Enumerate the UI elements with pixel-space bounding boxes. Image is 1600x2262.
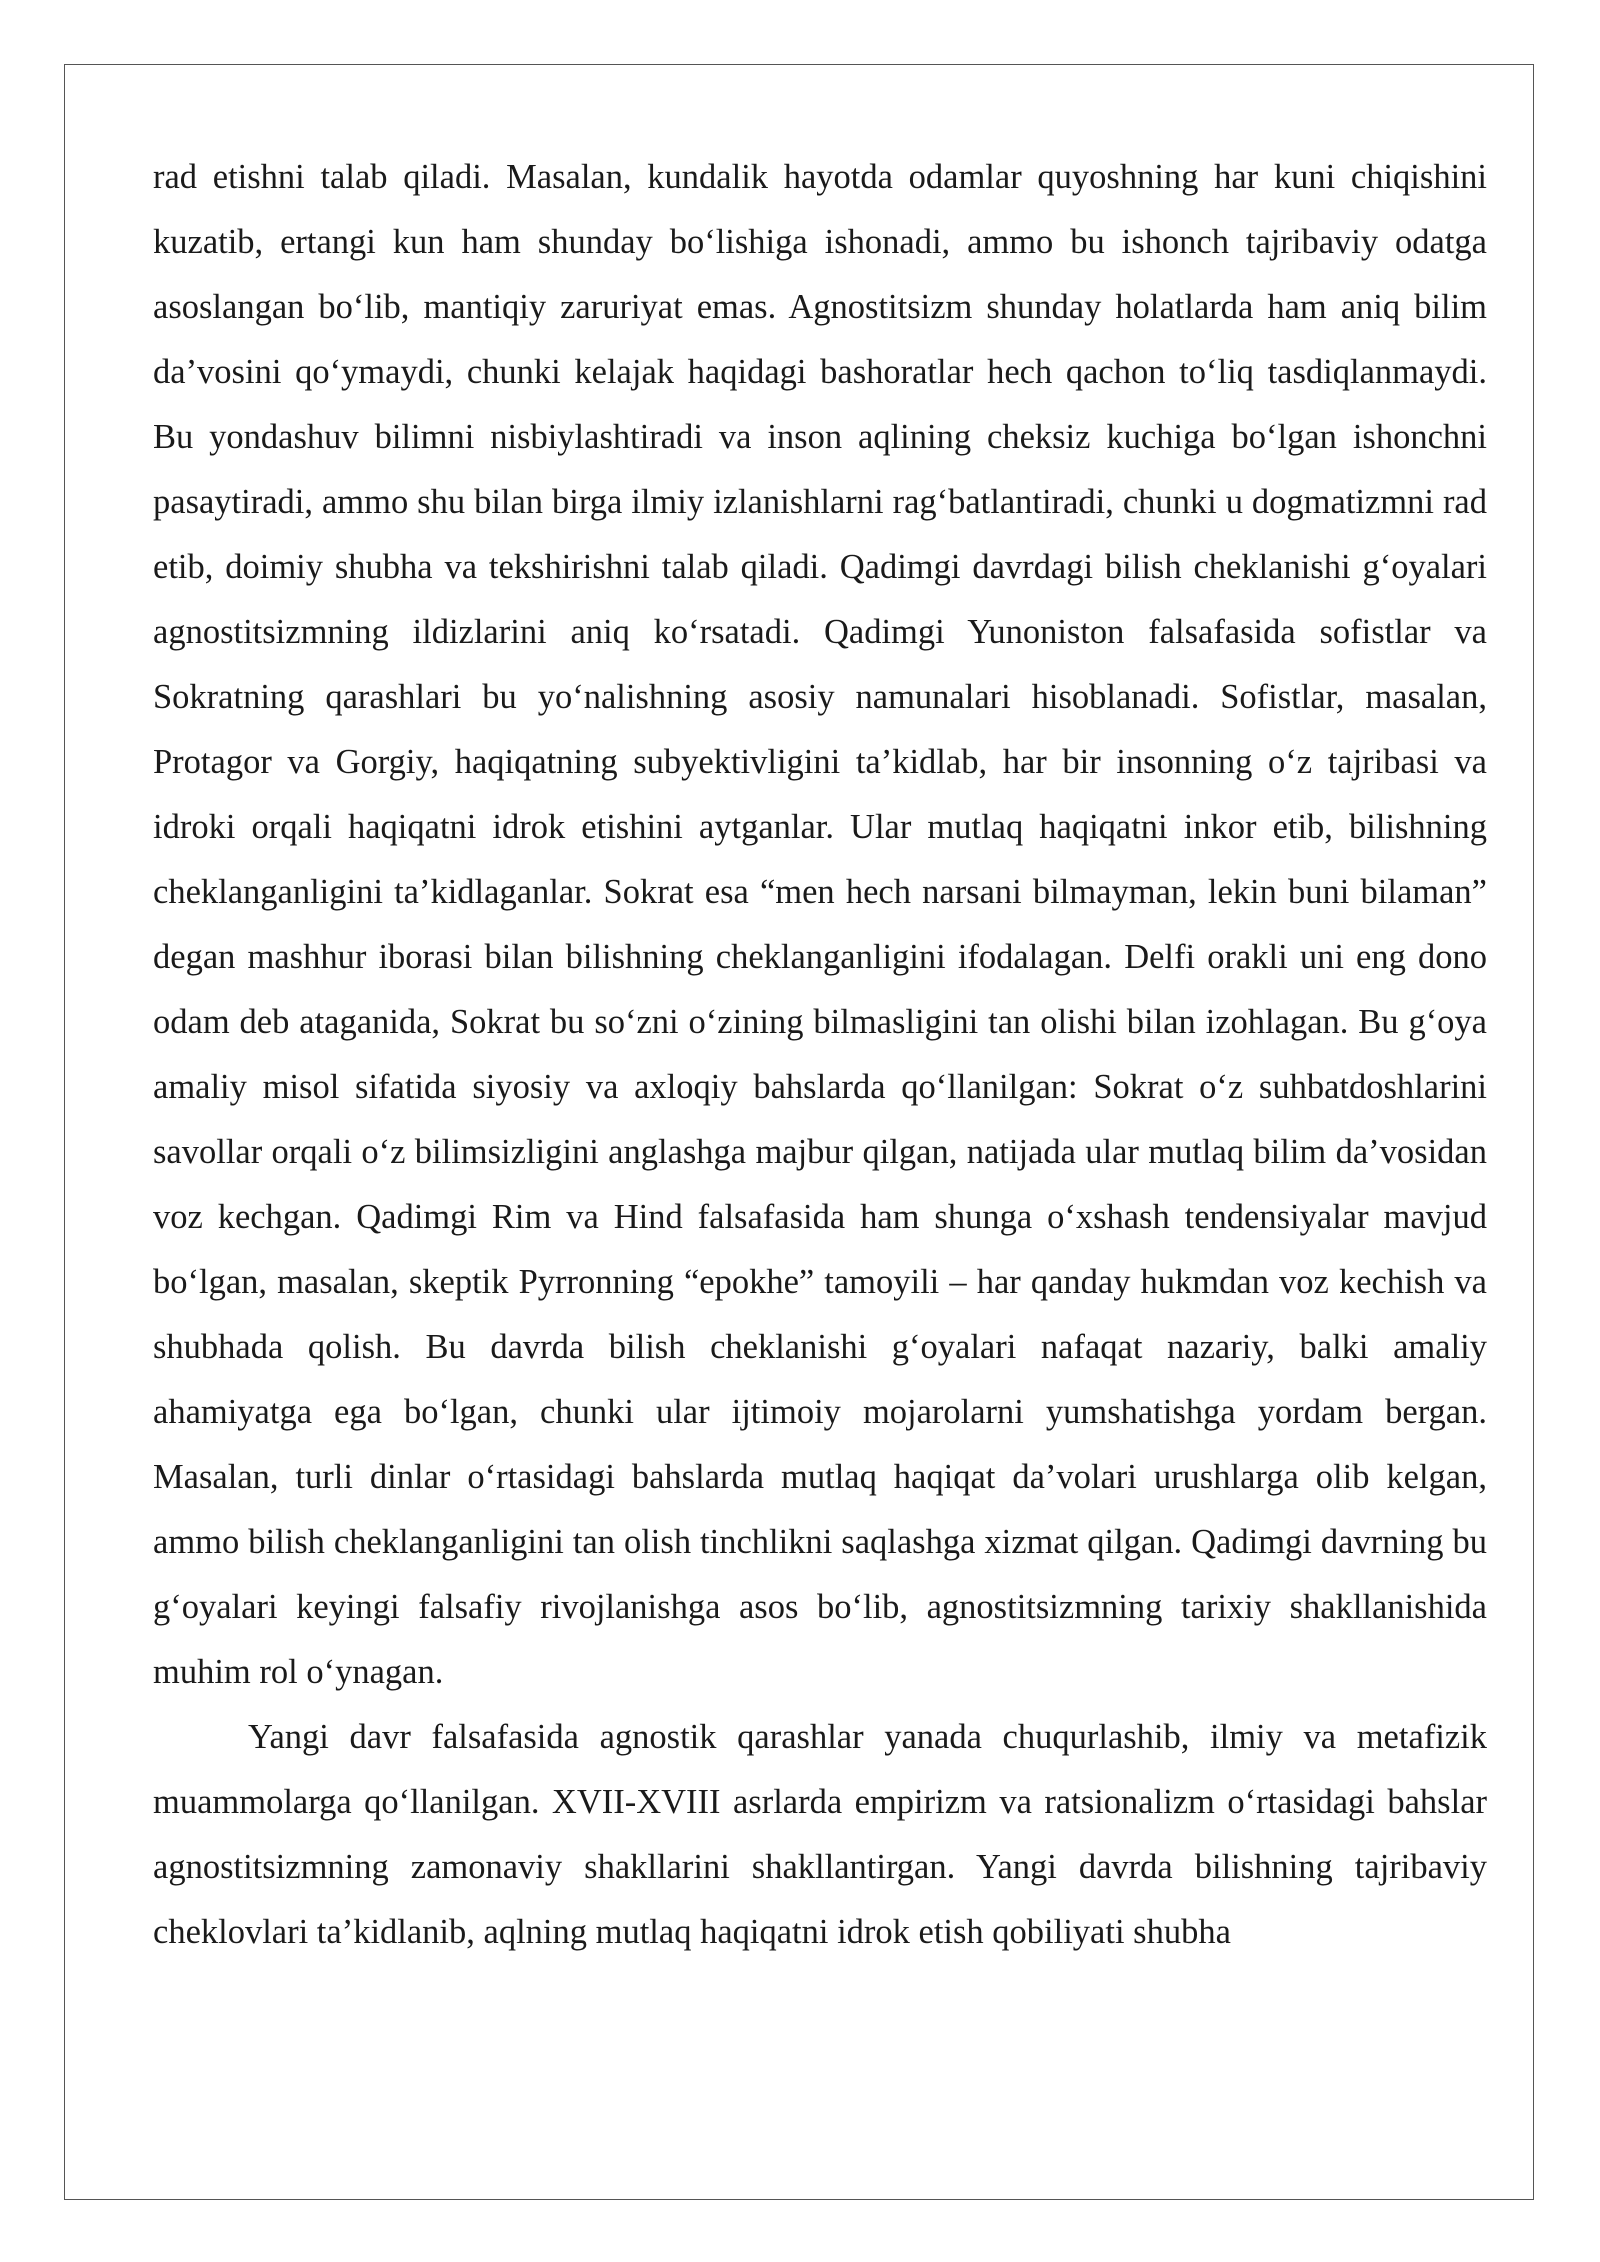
document-body [153, 145, 1487, 1965]
paragraph-1: rad etishni talab qiladi. Masalan, kundalik hayotda odamlar quyoshning har kuni chiqishini kuzatib, ertangi kun ham shunday boʻlishiga ishonadi, ammo bu ishonch tajribaviy odatga asoslangan boʻlib, mantiqiy zaruriyat emas. Agnostitsizm shunday holatlarda ham aniq bilim da’vosini qoʻymaydi, chunki kelajak haqidagi bashoratlar hech qachon toʻliq tasdiqlanmaydi. Bu yondashuv bilimni nisbiylashtiradi va inson aqlining cheksiz kuchiga boʻlgan ishonchni pasaytiradi, ammo shu bilan birga ilmiy izlanishlarni ragʻbatlantiradi, chunki u dogmatizmni rad etib, doimiy shubha va tekshirishni talab qiladi. Qadimgi davrdagi bilish cheklanishi gʻoyalari agnostitsizmning ildizlarini aniq koʻrsatadi. Qadimgi Yunoniston falsafasida sofistlar va Sokratning qarashlari bu yoʻnalishning asosiy namunalari hisoblanadi. Sofistlar, masalan, Protagor va Gorgiy, haqiqatning subyektivligini ta’kidlab, har bir insonning oʻz tajribasi va idroki orqali haqiqatni idrok etishini aytganlar. Ular mutlaq haqiqatni inkor etib, bilishning cheklanganligini ta’kidlaganlar. Sokrat esa “men hech narsani bilmayman, lekin buni bilaman” degan mashhur iborasi bilan bilishning cheklanganligini ifodalagan. Delfi orakli uni eng dono odam deb ataganida, Sokrat bu soʻzni oʻzining bilmasligini tan olishi bilan izohlagan. Bu gʻoya amaliy misol sifatida siyosiy va axloqiy bahslarda qoʻllanilgan: Sokrat oʻz suhbatdoshlarini savollar orqali oʻz bilimsizligini anglashga majbur qilgan, natijada ular mutlaq bilim da’vosidan voz kechgan. Qadimgi Rim va Hind falsafasida ham shunga oʻxshash tendensiyalar mavjud boʻlgan, masalan, skeptik Pyrronning “epokhe” tamoyili – har qanday hukmdan voz kechish va shubhada qolish. Bu davrda bilish cheklanishi gʻoyalari nafaqat nazariy, balki amaliy ahamiyatga ega boʻlgan, chunki ular ijtimoiy mojarolarni yumshatishga yordam bergan. Masalan, turli dinlar oʻrtasidagi bahslarda mutlaq haqiqat da’volari urushlarga olib kelgan, ammo bilish cheklanganligini tan olish tinchlikni saqlashga xizmat qilgan. Qadimgi davrning bu gʻoyalari keyingi falsafiy rivojlanishga asos boʻlib, agnostitsizmning tarixiy shakllanishida muhim rol oʻynagan. [153, 158, 1487, 1691]
paragraph-2: Yangi davr falsafasida agnostik qarashlar yanada chuqurlashib, ilmiy va metafizik muammolarga qoʻllanilgan. XVII-XVIII asrlarda empirizm va ratsionalizm oʻrtasidagi bahslar agnostitsizmning zamonaviy shakllarini shakllantirgan. Yangi davrda bilishning tajribaviy cheklovlari ta’kidlanib, aqlning mutlaq haqiqatni idrok etish qobiliyati shubha [153, 1718, 1487, 1951]
